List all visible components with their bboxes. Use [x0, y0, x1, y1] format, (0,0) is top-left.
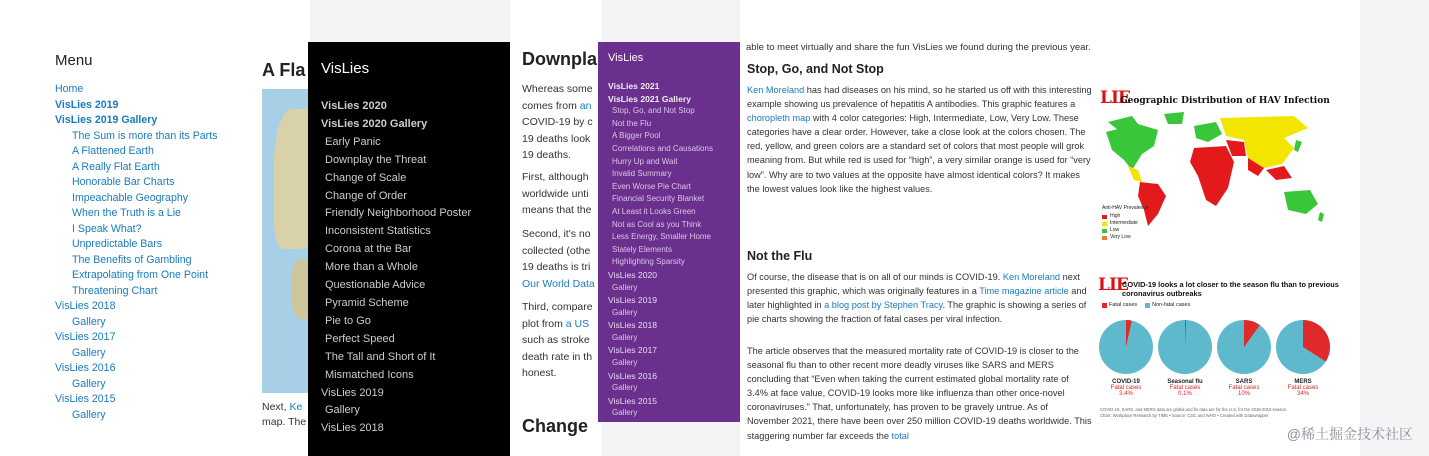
- blog-post-link[interactable]: a blog post by Stephen Tracy: [824, 300, 943, 311]
- menu-item-vislies-2017[interactable]: VisLies 2017: [608, 345, 658, 356]
- legend-label: Low: [1110, 227, 1120, 233]
- article-page: [740, 0, 1360, 456]
- central-america-region: [1128, 166, 1142, 182]
- menu-item-pie-to-go[interactable]: Pie to Go: [325, 314, 371, 327]
- menu-item-hurry-up-and-wait[interactable]: Hurry Up and Wait: [612, 156, 678, 166]
- legend-entry: [1102, 227, 1149, 234]
- intro-text: able to meet virtually and share the fun VisLies we found during the previous year.: [746, 42, 1091, 53]
- source-link[interactable]: an: [579, 99, 592, 112]
- menu-item-the-tall-and-short-of-it[interactable]: The Tall and Short of It: [325, 350, 436, 363]
- menu-heading: Menu: [55, 52, 93, 69]
- menu-item-gallery[interactable]: Gallery: [612, 307, 638, 317]
- menu-item-extrapolating-from-one-point[interactable]: Extrapolating from One Point: [72, 269, 209, 281]
- menu-item-vislies-2017[interactable]: VisLies 2017: [55, 331, 116, 343]
- downplay-page: [510, 0, 602, 456]
- menu-item-gallery[interactable]: Gallery: [612, 332, 638, 342]
- menu-item-change-of-order[interactable]: Change of Order: [325, 189, 407, 202]
- menu-item-vislies-2020[interactable]: VisLies 2020: [608, 269, 658, 280]
- pie-legend: [1102, 302, 1190, 308]
- menu-item-vislies-2019[interactable]: VisLies 2019: [608, 295, 658, 306]
- menu-item-change-of-scale[interactable]: Change of Scale: [325, 171, 407, 184]
- menu-item-pyramid-scheme[interactable]: Pyramid Scheme: [325, 296, 409, 309]
- menu-item-vislies-2021-gallery[interactable]: VisLies 2021 Gallery: [608, 93, 691, 104]
- menu-item-vislies-2021[interactable]: VisLies 2021: [608, 81, 660, 91]
- author-link[interactable]: Ke: [289, 401, 303, 413]
- europe-region: [1194, 122, 1222, 142]
- menu-item-the-benefits-of-gambling[interactable]: The Benefits of Gambling: [72, 253, 192, 266]
- menu-list: [321, 98, 513, 438]
- menu-item-unpredictable-bars[interactable]: Unpredictable Bars: [72, 238, 163, 250]
- pie-value: 3.4%: [1119, 391, 1133, 397]
- pie-value: 0.1%: [1178, 391, 1192, 397]
- hav-legend: [1102, 205, 1149, 241]
- menu-item-vislies-2015[interactable]: VisLies 2015: [608, 395, 658, 406]
- paragraph-mortality: The article observes that the measured mortality rate of COVID-19 is closer to the seasonal flu than to other recent more deadly viruses like SARS and MERS concluding that “Even when taking the current estimated global mortality rate of 3.4% at face value, COVID-19 looks more like influenza than other once-novel coronaviruses.” That, unfortunately, has proven to be gravely untrue. As of November 2021, there have been over 250 million COVID-19 deaths worldwide. This staggering number far exceeds the total: [747, 346, 1092, 441]
- menu-item-gallery[interactable]: Gallery: [612, 358, 638, 368]
- legend-swatch: [1102, 303, 1107, 308]
- section-title: Change: [522, 416, 589, 436]
- menu-list: [55, 82, 240, 423]
- menu-list: [608, 80, 740, 420]
- menu-item-a-bigger-pool[interactable]: A Bigger Pool: [612, 131, 661, 141]
- menu-item-at-least-it-looks-green[interactable]: At Least it Looks Green: [612, 206, 696, 216]
- menu-item-financial-security-blanket[interactable]: Financial Security Blanket: [612, 194, 705, 204]
- paragraph-4: Third, compare plot from a US such as stroke death rate in th honest.: [522, 301, 593, 379]
- legend-label: High: [1110, 213, 1121, 219]
- menu-item-honorable-bar-charts[interactable]: Honorable Bar Charts: [72, 176, 175, 188]
- section-heading-stop-go: Stop, Go, and Not Stop: [747, 62, 884, 76]
- paragraph-3: Second, it's no collected (othe 19 deaths is tri Our World Data: [522, 228, 595, 290]
- menu-item-vislies-2019[interactable]: VisLies 2019: [55, 98, 119, 111]
- menu-item-more-than-a-whole[interactable]: More than a Whole: [325, 261, 418, 274]
- page-title: A Fla: [262, 60, 306, 80]
- menu-item-gallery[interactable]: Gallery: [612, 383, 638, 393]
- menu-item-vislies-2016[interactable]: VisLies 2016: [55, 362, 116, 374]
- legend-swatch: [1102, 229, 1107, 233]
- flattened-earth-page: [240, 0, 310, 456]
- menu-item-correlations-and-causations[interactable]: Correlations and Causations: [612, 143, 713, 153]
- legend-swatch: [1145, 303, 1150, 308]
- menu-item-i-speak-what[interactable]: I Speak What?: [72, 222, 142, 235]
- pie-label-mers: [1273, 379, 1333, 397]
- pie-name: MERS: [1294, 379, 1312, 385]
- figure-title: COVID-19 looks a lot closer to the season flu than to previous: [1122, 280, 1339, 289]
- legend-swatch: [1102, 222, 1107, 226]
- paragraph-not-flu: Of course, the disease that is on all of our minds is COVID-19. Ken Moreland next presented this graphic, which was originally features in a Time magazine article and later highlighted in a blog post by Stephen Tracy. The graphic is showing a series of pie charts showing the fraction of fatal cases per viral infection.: [747, 272, 1087, 325]
- menu-item-a-really-flat-earth[interactable]: A Really Flat Earth: [72, 160, 160, 173]
- pie-name: SARS: [1235, 379, 1253, 385]
- watermark: @稀土掘金技术社区: [1286, 426, 1413, 442]
- pie-value: 34%: [1296, 391, 1309, 397]
- menu-item-vislies-2018[interactable]: VisLies 2018: [608, 320, 658, 331]
- source-note: Chart: Workplace Research by TIME • Source: CDC and WHO • Created with Datawrapper: [1100, 413, 1269, 418]
- legend-label: Very Low: [1110, 234, 1131, 240]
- menu-item-perfect-speed[interactable]: Perfect Speed: [325, 332, 395, 345]
- menu-item-vislies-2015[interactable]: VisLies 2015: [55, 393, 116, 405]
- our-world-data-link[interactable]: Our World Data: [522, 277, 595, 290]
- vislies-2021-menu-panel: [598, 42, 740, 422]
- legend-entry: [1145, 302, 1190, 308]
- choropleth-map-link[interactable]: choropleth map: [747, 113, 811, 124]
- menu-item-mismatched-icons[interactable]: Mismatched Icons: [325, 368, 414, 381]
- covid-pie-figure: [1098, 275, 1339, 425]
- menu-item-inconsistent-statistics[interactable]: Inconsistent Statistics: [325, 225, 431, 238]
- legend-entry: [1102, 220, 1149, 227]
- menu-item-even-worse-pie-chart[interactable]: Even Worse Pie Chart: [612, 181, 691, 191]
- menu-item-questionable-advice[interactable]: Questionable Advice: [325, 279, 426, 292]
- menu-item-the-sum-is-more-than-its-parts[interactable]: The Sum is more than its Parts: [72, 129, 218, 142]
- menu-item-gallery[interactable]: Gallery: [72, 408, 106, 421]
- lie-stamp: LIE: [1098, 275, 1128, 295]
- site-brand[interactable]: VisLies: [321, 60, 370, 77]
- africa-region: [1190, 146, 1234, 206]
- legend-label: Fatal cases: [1109, 302, 1138, 308]
- world-map-image: [262, 89, 310, 393]
- paragraph-1: Whereas some comes from an COVID-19 by c 19 deaths look 19 deaths.: [522, 83, 593, 161]
- menu-item-gallery[interactable]: Gallery: [72, 315, 106, 328]
- legend-swatch: [1102, 215, 1107, 219]
- menu-item-vislies-2018[interactable]: VisLies 2018: [321, 422, 384, 435]
- menu-item-threatening-chart[interactable]: Threatening Chart: [72, 284, 158, 297]
- menu-item-gallery[interactable]: Gallery: [72, 346, 106, 359]
- legend-swatch: [1102, 236, 1107, 240]
- figure-title: Geographic Distribution of HAV Infection: [1120, 96, 1330, 106]
- pie-sub: Fatal cases: [1110, 385, 1142, 391]
- ken-moreland-link[interactable]: Ken Moreland: [1002, 272, 1061, 282]
- russia-region: [1220, 116, 1308, 140]
- menu-item-vislies-2019-gallery[interactable]: VisLies 2019 Gallery: [55, 114, 158, 126]
- legend-entry: [1102, 234, 1149, 241]
- paragraph-2: First, although worldwide unti means that the: [522, 171, 592, 216]
- pie-sub: Fatal cases: [1287, 385, 1319, 391]
- pie-label-covid-19: [1096, 379, 1156, 397]
- menu-item-vislies-2016[interactable]: VisLies 2016: [608, 370, 658, 381]
- menu-item-gallery[interactable]: Gallery: [72, 377, 106, 390]
- menu-item-vislies-2019[interactable]: VisLies 2019: [321, 386, 384, 399]
- north-america-region: [1106, 124, 1158, 170]
- menu-item-stop-go-and-not-stop[interactable]: Stop, Go, and Not Stop: [612, 106, 695, 116]
- menu-item-impeachable-geography[interactable]: Impeachable Geography: [72, 191, 189, 204]
- legend-entry: [1102, 213, 1149, 220]
- menu-item-highlighting-sparsity[interactable]: Highlighting Sparsity: [612, 257, 685, 267]
- legend-entry: [1102, 302, 1137, 308]
- section-heading-not-flu: Not the Flu: [747, 249, 813, 263]
- menu-item-downplay-the-threat[interactable]: Downplay the Threat: [325, 153, 427, 166]
- menu-item-vislies-2018[interactable]: VisLies 2018: [55, 300, 116, 312]
- page-title: Downpla: [522, 49, 597, 69]
- time-article-link[interactable]: Time magazine article: [979, 286, 1069, 297]
- pie-label-sars: [1214, 379, 1274, 397]
- figure-subtitle: coronavirus outbreaks: [1122, 289, 1202, 298]
- menu-item-less-energy-smaller-home[interactable]: Less Energy, Smaller Home: [612, 232, 711, 242]
- pie-sub: Fatal cases: [1228, 385, 1260, 391]
- body-text: Next, Ke map. The: [262, 401, 307, 428]
- vislies-2019-menu-panel: [0, 0, 240, 456]
- menu-item-vislies-2020-gallery[interactable]: VisLies 2020 Gallery: [321, 117, 428, 130]
- australia-region: [1284, 190, 1318, 214]
- menu-item-gallery[interactable]: Gallery: [325, 404, 360, 417]
- pie-charts: [1098, 317, 1333, 377]
- menu-item-when-the-truth-is-a-lie[interactable]: When the Truth is a Lie: [72, 207, 181, 219]
- pie-value: 10%: [1237, 391, 1250, 397]
- menu-item-invalid-summary[interactable]: Invalid Summary: [612, 169, 672, 179]
- footnote: COVID-19, SARS, and MERS data are global and flu data are for the U.S. for the 2018-2019 season.: [1100, 407, 1288, 412]
- ken-moreland-link[interactable]: Ken Moreland: [747, 85, 805, 95]
- pie-label-seasonal-flu: [1155, 379, 1215, 397]
- paragraph-stop-go: Ken Moreland has had diseases on his mind, so he started us off with this interesting example showing us prevalence of hepatitis A antibodies. This graphic features a choropleth map with 4 color categories: High, Intermediate, Low, Very Low. These categories have a clear order. However, take a close look at the colors chosen. The red, yellow, and green colors are a standard set of colors that most people will grok meaning from. But while red is used for “high”, a very similar orange is used for “very low”. Why are to two values at the opposite have almost identical colors? It makes the lowest values look like the highest values.: [747, 85, 1092, 194]
- legend-label: Intermediate: [1110, 220, 1138, 226]
- pie-name: Seasonal flu: [1167, 379, 1203, 385]
- menu-item-early-panic[interactable]: Early Panic: [325, 135, 381, 148]
- menu-item-stately-elements[interactable]: Stately Elements: [612, 244, 673, 254]
- site-brand[interactable]: VisLies: [608, 52, 644, 64]
- legend-title: Anti-HAV Prevalence: [1102, 205, 1149, 211]
- menu-item-gallery[interactable]: Gallery: [612, 282, 638, 292]
- pie-name: COVID-19: [1112, 379, 1140, 385]
- menu-item-home[interactable]: Home: [55, 83, 84, 95]
- us-source-link[interactable]: a US: [565, 317, 590, 330]
- legend-label: Non-fatal cases: [1152, 302, 1191, 308]
- vislies-2020-menu-panel: [308, 42, 513, 456]
- menu-item-corona-at-the-bar[interactable]: Corona at the Bar: [325, 243, 412, 256]
- menu-item-a-flattened-earth[interactable]: A Flattened Earth: [72, 145, 154, 157]
- menu-item-not-the-flu[interactable]: Not the Flu: [612, 118, 652, 128]
- lie-stamp: LIE: [1100, 88, 1130, 108]
- menu-item-vislies-2020[interactable]: VisLies 2020: [321, 100, 387, 112]
- pie-sub: Fatal cases: [1169, 385, 1201, 391]
- menu-item-gallery[interactable]: Gallery: [612, 408, 638, 418]
- menu-item-not-as-cool-as-you-think[interactable]: Not as Cool as you Think: [612, 219, 702, 229]
- total-link[interactable]: total: [891, 430, 909, 441]
- menu-item-friendly-neighborhood-poster[interactable]: Friendly Neighborhood Poster: [325, 207, 472, 220]
